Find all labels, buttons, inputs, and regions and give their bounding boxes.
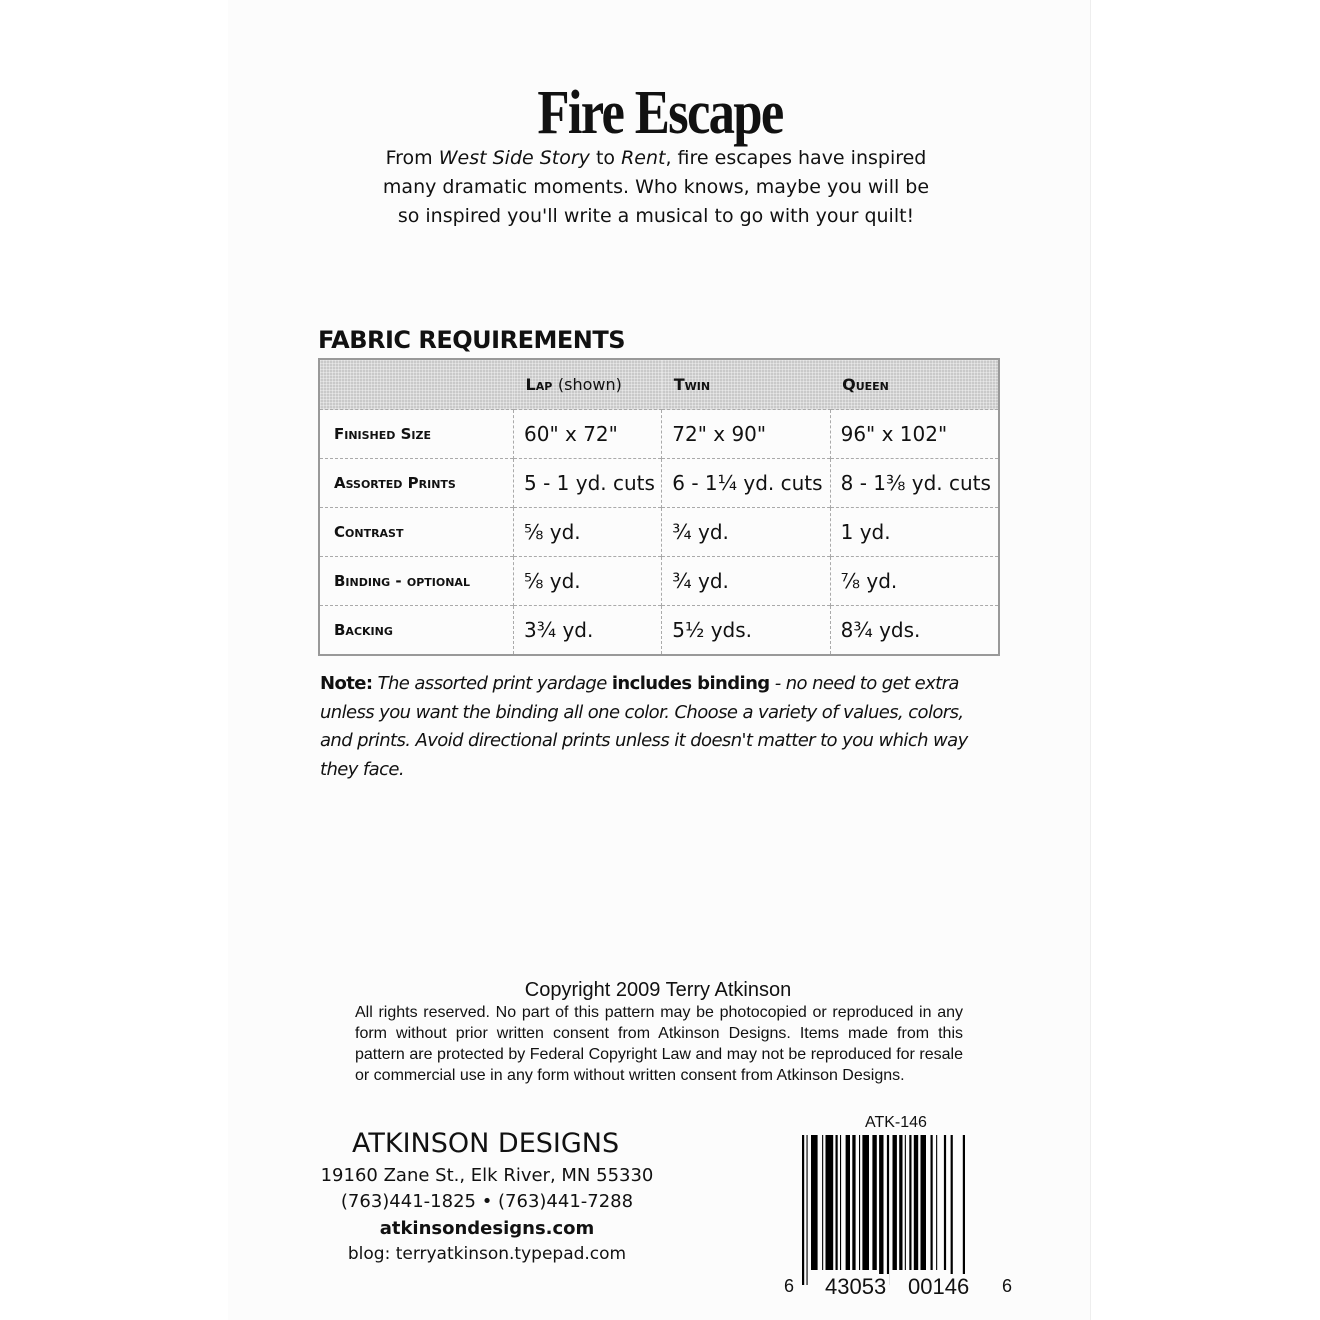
intro-text [370,144,942,231]
barcode-bar [862,1135,869,1270]
barcode-bar [936,1135,937,1270]
row-label: Finished Size [319,410,514,459]
table-cell: ⅝ yd. [514,557,662,606]
barcode-bar [963,1135,965,1285]
header-twin: Twin [662,359,830,410]
table-cell: 6 - 1¼ yd. cuts [662,459,830,508]
table-row [319,459,999,508]
table-cell: 60" x 72" [514,410,662,459]
table-cell: ¾ yd. [662,508,830,557]
barcode-group2: 00146 [905,1274,972,1300]
barcode-bar [887,1135,889,1285]
table-cell: ⅝ yd. [514,508,662,557]
intro-show2: Rent [621,147,666,169]
table-cell: 8¾ yds. [830,606,999,656]
row-label: Assorted Prints [319,459,514,508]
barcode-bar [921,1135,927,1270]
company-phones: (763)441-1825 • (763)441-7288 [340,1191,634,1212]
table-cell: 5 - 1 yd. cuts [514,459,662,508]
barcode-bar [944,1135,946,1270]
row-label: Backing [319,606,514,656]
barcode-bar [846,1135,850,1270]
table-row [319,557,999,606]
note-text [320,670,980,784]
barcode-bar [840,1135,841,1270]
barcode-bar [951,1135,953,1285]
note-part2: - no need to get extra unless you want the binding all one color. Choose a variety of values, colors, and prints. Avoid directional prints unless it doesn't matter to you which way they face. [320,673,968,780]
intro-mid: to [589,147,622,169]
table-cell: ⅞ yd. [830,557,999,606]
table-cell: 72" x 90" [662,410,830,459]
table-row [319,606,999,656]
barcode-bar [879,1135,883,1285]
note-part1: The assorted print yardage [372,673,612,694]
pattern-title: Fire Escape [537,79,783,147]
table-cell: 1 yd. [830,508,999,557]
table-cell: ¾ yd. [662,557,830,606]
header-empty [319,359,514,410]
header-queen: Queen [830,359,999,410]
barcode-bar [811,1135,818,1270]
barcode-group1: 43053 [822,1274,889,1300]
table-cell: 5½ yds. [662,606,830,656]
barcode-bar [822,1135,823,1270]
fabric-requirements-table [318,358,1000,656]
table-row [319,508,999,557]
barcode-bar [836,1135,838,1270]
row-label: Binding - optional [319,557,514,606]
company-address: 19160 Zane St., Elk River, MN 55330 [320,1165,654,1186]
intro-rest: , fire escapes have inspired many dramatic moments. Who knows, maybe you will be so inspired you'll write a musical to go with your quilt! [382,147,930,227]
note-bold: includes binding [611,673,770,694]
table-row [319,410,999,459]
barcode-bar [859,1135,860,1270]
intro-show1: West Side Story [438,147,590,169]
barcode-bar [909,1135,911,1270]
company-blog[interactable]: blog: terryatkinson.typepad.com [347,1244,627,1264]
barcode-left-digit: 6 [784,1276,795,1296]
row-label: Contrast [319,508,514,557]
barcode-bar [899,1135,902,1270]
company-name: ATKINSON DESIGNS [352,1128,620,1159]
copyright-title: Copyright 2009 Terry Atkinson [524,979,792,1001]
barcode-bar [893,1135,897,1270]
barcode-bar [931,1135,933,1270]
table-cell: 3¾ yd. [514,606,662,656]
barcode-bar [872,1135,876,1270]
note-label: Note: [320,673,373,694]
barcode-icon [800,1135,1000,1285]
sku-label: ATK-146 [865,1114,927,1131]
barcode-bar [802,1135,804,1285]
table-cell: 8 - 1⅜ yd. cuts [830,459,999,508]
table-cell: 96" x 102" [830,410,999,459]
intro-prefix: From [385,147,439,169]
header-lap: Lap (shown) [514,359,662,410]
barcode-bar [914,1135,918,1270]
barcode-bar [826,1135,834,1270]
barcode-right-digit: 6 [1002,1276,1013,1296]
fabric-requirements-heading: FABRIC REQUIREMENTS [318,326,625,354]
table-header-row [319,359,999,410]
barcode-bar [905,1135,906,1270]
barcode-bar [807,1135,808,1285]
barcode-bar [852,1135,855,1270]
copyright-body: All rights reserved. No part of this pattern may be photocopied or reproduced in any form without prior written consent from Atkinson Designs. Items made from this pattern are protected by Federal Copyright Law and may not be reproduced for resale or commercial use in any form without written consent from Atkinson Designs. [355,1004,963,1084]
company-website[interactable]: atkinsondesigns.com [379,1218,595,1239]
